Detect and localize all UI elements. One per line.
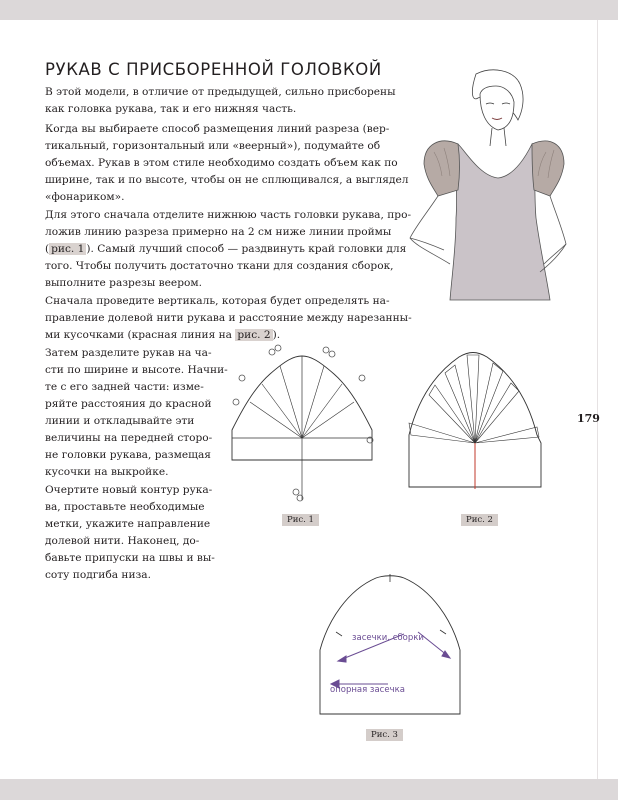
paragraph-line: Для этого сначала отделите нижнюю часть головки рукава, про- [45, 209, 412, 221]
figure-caption: Рис. 2 [461, 514, 498, 526]
paragraph-line: Затем разделите рукав на ча- [45, 347, 212, 359]
paragraph-line: ми кусочками (красная линия на рис. 2 ). [45, 329, 281, 341]
figure-caption: Рис. 3 [366, 729, 403, 741]
figure-1-sleeve-pattern [230, 340, 380, 510]
paragraph-line: сти по ширине и высоте. Начни- [45, 364, 228, 376]
paragraph-line: «фонариком». [45, 191, 125, 203]
figure-reference[interactable]: рис. 1 [51, 243, 85, 255]
figure-caption: Рис. 1 [282, 514, 319, 526]
paragraph-line: те с его задней части: изме- [45, 381, 204, 393]
paragraph-line: как головка рукава, так и его нижняя часть. [45, 103, 297, 115]
paragraph-line: метки, укажите направление [45, 518, 211, 530]
paragraph-line: того. Чтобы получить достаточно ткани для создания сборок, [45, 260, 394, 272]
right-margin [597, 20, 618, 779]
page-title: РУКАВ С ПРИСБОРЕННОЙ ГОЛОВКОЙ [45, 60, 382, 79]
annotation-label: опорная засечка [330, 685, 405, 695]
paragraph-line: линии и откладывайте эти [45, 415, 195, 427]
paragraph-line: Сначала проведите вертикаль, которая будет определять на- [45, 295, 390, 307]
paragraph-line: Когда вы выбираете способ размещения линий разреза (вер- [45, 123, 390, 135]
paragraph-line: долевой нити. Наконец, до- [45, 535, 200, 547]
page-number: 179 [577, 412, 600, 425]
paragraph-line: В этой модели, в отличие от предыдущей, сильно присборены [45, 86, 396, 98]
paragraph-line: правление долевой нити рукава и расстояние между нарезанны- [45, 312, 412, 324]
paragraph-line: Очертите новый контур рука- [45, 484, 213, 496]
top-band [0, 0, 618, 20]
paragraph-line: ва, проставьте необходимые [45, 501, 205, 513]
paragraph-line: объемах. Рукав в этом стиле необходимо создать объем как по [45, 157, 398, 169]
paragraph-line: не головки рукава, размещая [45, 449, 211, 461]
paragraph-line: ( рис. 1 ). Самый лучший способ — раздвинуть край головки для [45, 243, 407, 255]
fashion-illustration [400, 68, 580, 300]
paragraph-line: ложив линию разреза примерно на 2 см ниже линии проймы [45, 226, 392, 238]
paragraph-line: выполните разрезы веером. [45, 277, 202, 289]
paragraph-line: бавьте припуски на швы и вы- [45, 552, 215, 564]
figure-2-spread-pattern [405, 345, 545, 495]
right-sleeve [532, 141, 564, 196]
paragraph-line: величины на передней сторо- [45, 432, 213, 444]
paragraph-line: тикальный, горизонтальный или «веерный»), подумайте об [45, 140, 381, 152]
paragraph-line: кусочки на выкройке. [45, 466, 169, 478]
paragraph-line: соту подгиба низа. [45, 569, 151, 581]
figure-reference[interactable]: рис. 2 [237, 329, 271, 341]
scissors-icon [233, 345, 373, 501]
bottom-band [0, 779, 618, 800]
paragraph-line: ширине, так и по высоте, чтобы он не сплющивался, а выглядел [45, 174, 409, 186]
left-sleeve [424, 141, 460, 196]
paragraph-line: ряйте расстояния до красной [45, 398, 212, 410]
annotation-label: засечки, сборки [352, 633, 424, 643]
